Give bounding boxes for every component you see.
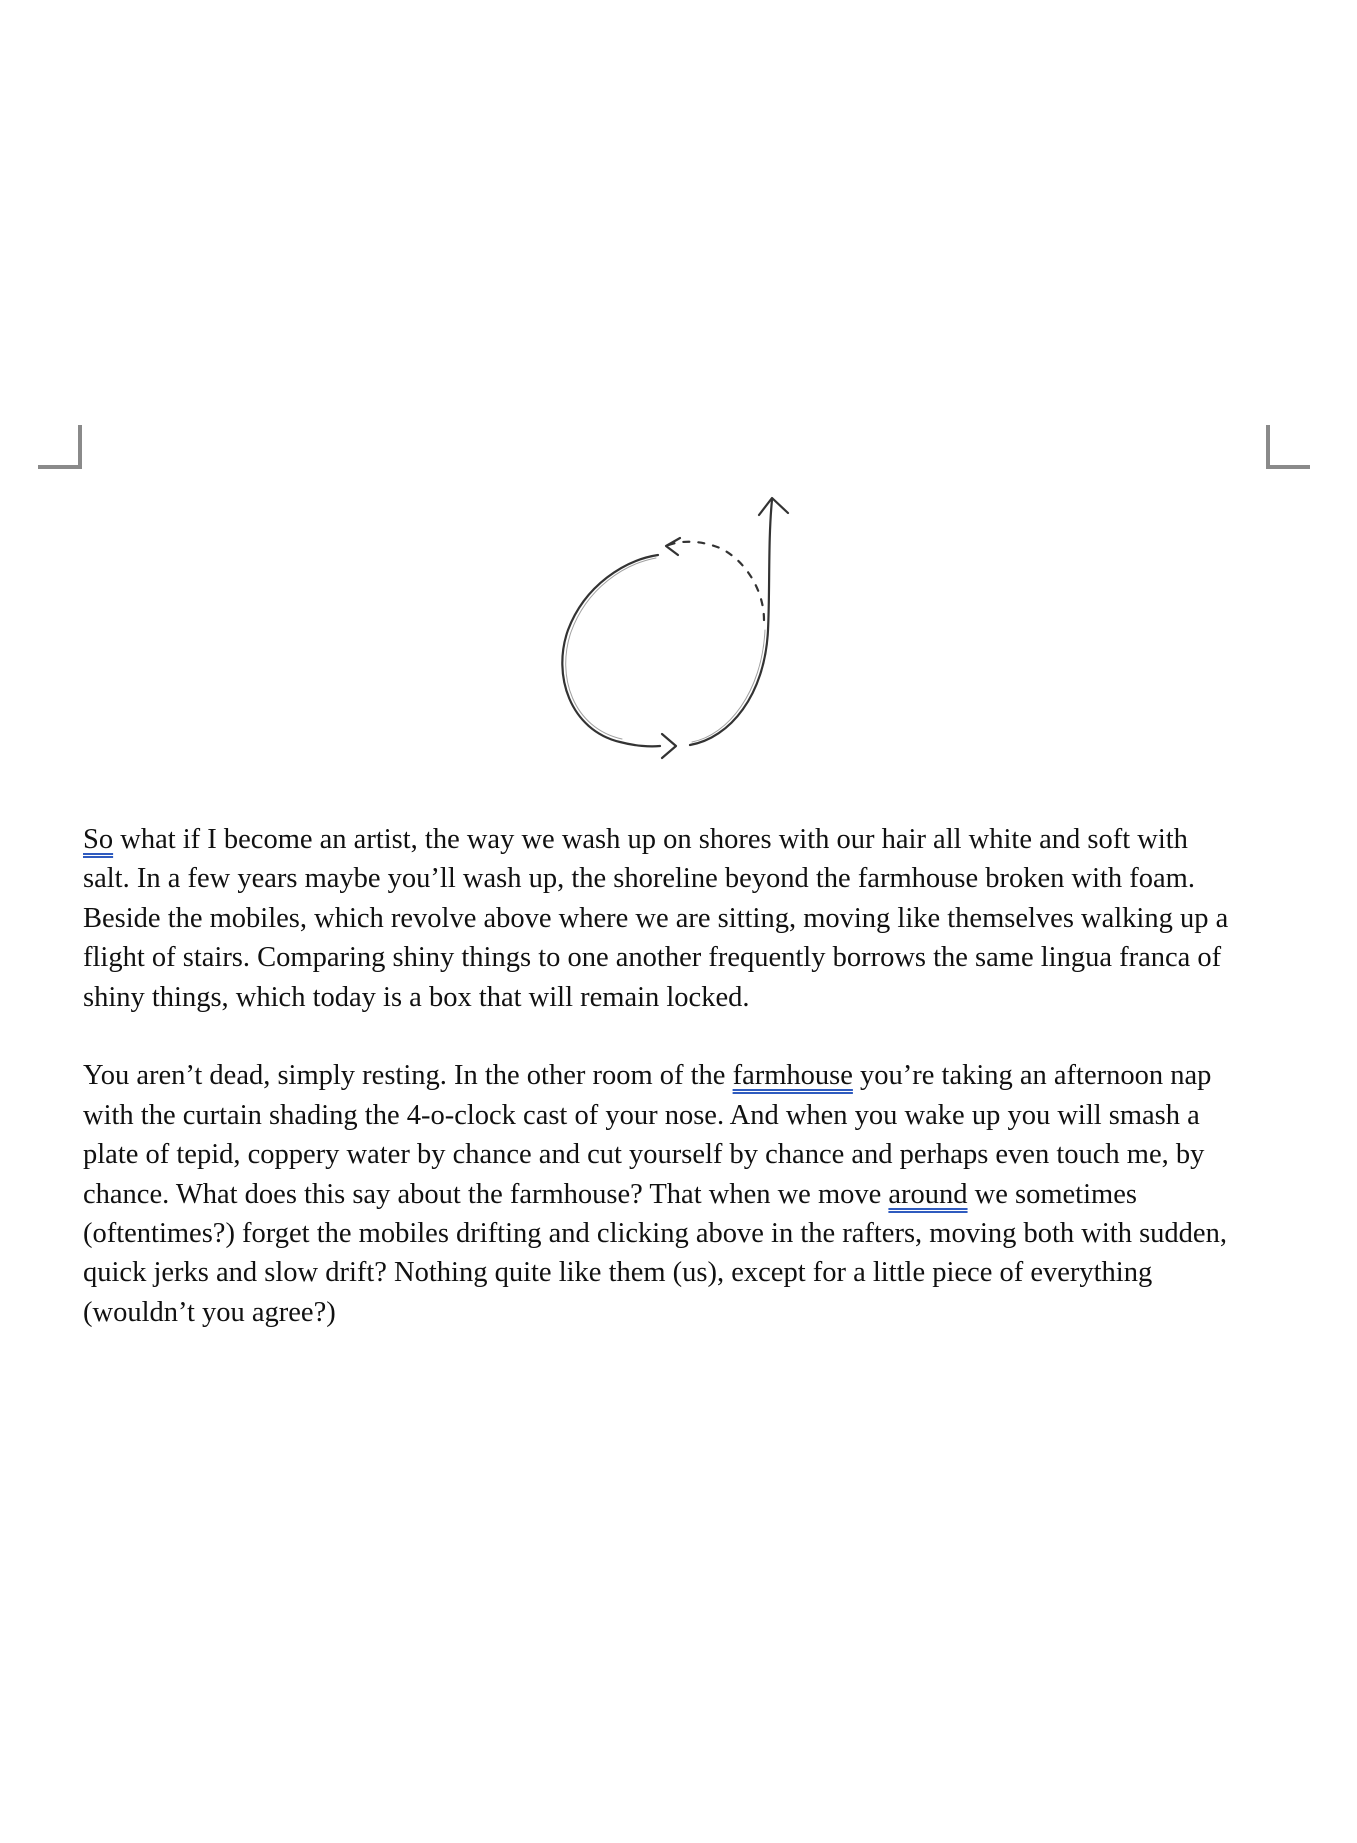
text-line: with the curtain shading the 4-o-clock cast of your nose. And when you wake up you will smash a bbox=[83, 1099, 1200, 1131]
text-line: chance. What does this say about the farmhouse? That when we move around we sometimes bbox=[83, 1178, 1137, 1210]
text-line: salt. In a few years maybe you’ll wash up, the shoreline beyond the farmhouse broken with foam. bbox=[83, 863, 1195, 895]
crop-mark-left-icon bbox=[38, 425, 82, 469]
text-line: (oftentimes?) forget the mobiles drifting and clicking above in the rafters, moving both with sudden, bbox=[83, 1218, 1227, 1250]
spelling-flagged-word[interactable]: So bbox=[83, 824, 114, 855]
text-line: shiny things, which today is a box that will remain locked. bbox=[83, 981, 750, 1013]
paragraph-1 bbox=[83, 820, 1283, 1017]
spelling-flagged-word[interactable]: around bbox=[888, 1178, 968, 1210]
text-line: You aren’t dead, simply resting. In the other room of the farmhouse you’re taking an afternoon nap bbox=[83, 1060, 1212, 1092]
text-line: Beside the mobiles, which revolve above where we are sitting, moving like themselves walking up a bbox=[83, 902, 1229, 934]
text-line: (wouldn’t you agree?) bbox=[83, 1296, 336, 1328]
text-line: So what if I become an artist, the way we wash up on shores with our hair all white and soft with bbox=[83, 824, 1188, 855]
loop-arrow-sketch bbox=[540, 480, 820, 770]
loop-arrow-icon bbox=[540, 480, 820, 770]
crop-mark-right-icon bbox=[1266, 425, 1310, 469]
text-line: flight of stairs. Comparing shiny things to one another frequently borrows the same lingua franca of bbox=[83, 942, 1222, 974]
paragraph-2 bbox=[83, 1056, 1283, 1332]
text-line: plate of tepid, coppery water by chance and cut yourself by chance and perhaps even touch me, by bbox=[83, 1139, 1205, 1171]
document-body[interactable] bbox=[83, 820, 1283, 1332]
text-line: quick jerks and slow drift? Nothing quite like them (us), except for a little piece of everything bbox=[83, 1257, 1153, 1289]
spelling-flagged-word[interactable]: farmhouse bbox=[732, 1060, 853, 1092]
